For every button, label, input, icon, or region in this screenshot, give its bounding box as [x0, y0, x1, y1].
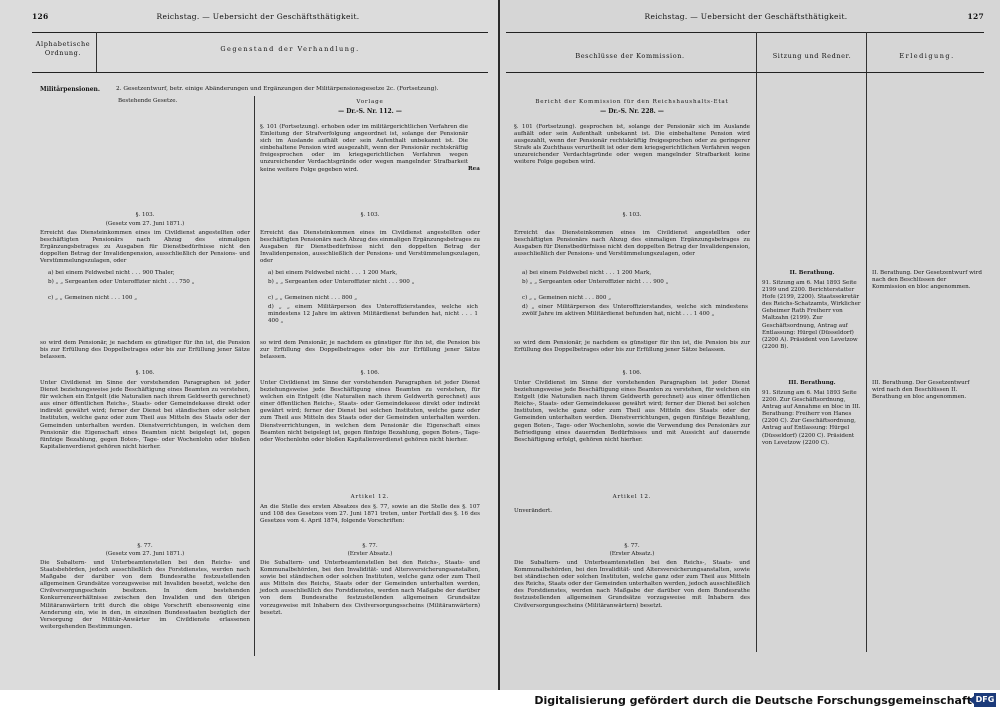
artikel12-text: An die Stelle des ersten Absatzes des §. 77, sowie an die Stelle des §. 107 und 108 des Gesetzes vom 27. Juni 1871 treten, unter Fortfall des §. 16 des Gesetzes vom 4. April 1874, folgende Vorschriften:: [260, 504, 480, 525]
header-rule-bottom: [506, 72, 984, 73]
rea-margin: Rea: [468, 166, 480, 172]
right-drucksache: — Dr.-S. Nr. 228. —: [600, 108, 664, 115]
header-rule: [32, 32, 488, 33]
para106-label-right: §. 106.: [622, 370, 642, 376]
para77-mid: Die Subaltern- und Unterbeamtenstellen bei den Reichs-, Staats- und Kommunalbehörden, bei den Invalidität- und Altersversicherungsanstalten, sowie bei ständischen oder solchen Instituten, welche ganz oder zum Theil aus Mitteln des Reichs, Staats oder der Gemeinden unterhalten werden, jedoch ausschließlich des Forstdienstes, werden nach Maßgabe der darüber von dem Bundesrathe festzustellenden allgemeinen Grundsätze vorzugsweise mit Inhabern des Civilversorgungsscheins (Militäranwärtern) besetzt.: [260, 560, 480, 616]
vorlage-label: Vorlage: [356, 99, 384, 105]
left-running-title: Reichstag. — Uebersicht der Geschäftsthätigkeit.: [156, 12, 360, 21]
session1-title: II. Berathung.: [789, 270, 835, 276]
para77-label-right: §. 77.: [624, 543, 640, 549]
col-commission-header: Beschlüsse der Kommission.: [575, 52, 685, 60]
left-running-head: [32, 12, 484, 21]
col-resolution-header: Erledigung.: [899, 52, 955, 60]
para103-right: Erreicht das Diensteinkommen eines im Civildienst angestellten oder beschäftigten Pensionärs nach Abzug des einmaligen Ergänzungsbetrages zu Ausgaben für Dienstbedürfnisse nicht den doppelten Betrag der Invalidenpension, ausschließlich der Pensions- und Verstümmelungszulagen, oder: [514, 230, 750, 258]
para103-mid: Erreicht das Diensteinkommen eines im Civildienst angestellten oder beschäftigten Pensionärs nach Abzug des einmaligen Ergänzungsbetrages zu Ausgaben für Dienstbedürfnisse nicht den doppelten Betrag der Invalidenpension, ausschließlich der Pensions- und Verstümmelungszulagen, oder: [260, 230, 480, 265]
para103-right-end: so wird dem Pensionär, je nachdem es günstiger für ihn ist, die Pension bis zur Erfüllung des Doppelbetrages oder bis zur Erfüllung jener Sätze belassen.: [514, 340, 750, 354]
list-a-left: a) bei einem Feldwebel nicht . . . 900 Thaler,: [48, 270, 175, 276]
side-entry: Militärpensionen.: [40, 86, 100, 93]
dfg-logo-icon: DFG: [974, 693, 996, 707]
right-divider-2: [866, 32, 867, 652]
footer-credit: Digitalisierung gefördert durch die Deutsche Forschungsgemeinschaft: [534, 694, 972, 707]
left-page-number: 126: [32, 12, 49, 21]
right-page: [500, 0, 1000, 690]
right-running-head: [508, 12, 984, 21]
left-mid-divider: [254, 96, 255, 656]
para77-label-mid: §. 77.: [362, 543, 378, 549]
para103-label-right: §. 103.: [622, 212, 642, 218]
list-a-mid: a) bei einem Feldwebel nicht . . . 1 200 Mark,: [268, 270, 398, 276]
right-divider-1: [756, 32, 757, 652]
para106-right: Unter Civildienst im Sinne der vorstehenden Paragraphen ist jeder Dienst beziehungsweise jede Beschäftigung eines Beamten zu verstehen, für welchen ein Entgelt (die Naturalien nach ihrem Geldwerth gerechnet) aus einer öffentlichen Reichs-, Staats- oder Gemeindekasse gewährt wird; ferner der Dienst bei solchen Instituten, welche ganz oder zum Theil aus Mitteln des Staats oder der Gemeinden unterhalten werden. Dienstverrichtungen, gegen fünfzige Bezahlung, gegen Boten-, Tage- oder Wochenlohn, sowie die Verwendung des Pensionärs zur Befriedigung eines dauernden Bedürfnisses und mit Aussicht auf dauernde Beschäftigung erfolgt, gehören nicht hierher.: [514, 380, 750, 443]
list-a-right: a) bei einem Feldwebel nicht . . . 1 200 Mark,: [522, 270, 652, 276]
artikel12-left: Artikel 12.: [350, 494, 390, 500]
left-page: [0, 0, 500, 690]
para77-right: Die Subaltern- und Unterbeamtenstellen bei den Reichs-, Staats- und Kommunalbehörden, bei den Invalidität- und Altersversicherungsanstalten, sowie bei ständischen oder solchen Instituten, welche ganz oder zum Theil aus Mitteln des Reichs, Staats oder der Gemeinden unterhalten werden, jedoch ausschließlich des Forstdienstes, werden nach Maßgabe der darüber von dem Bundesrathe festzustellenden allgemeinen Grundsätze vorzugsweise mit Inhabern des Civilversorgungsscheins (Militäranwärtern) besetzt.: [514, 560, 750, 609]
item-heading: 2. Gesetzentwurf, betr. einige Abänderungen und Ergänzungen der Militärpensionsgesetze 2c. (Fortsetzung).: [116, 86, 439, 92]
artikel12-right: Artikel 12.: [612, 494, 652, 500]
col-alpha-header: Alphabetische Ordnung.: [35, 40, 91, 57]
list-d-mid: d) „ „ einem Militärperson des Unteroffizierstandes, welche sich mindestens 12 Jahre im aktiven Militärdienst befunden hat, nicht . . . 1 400 „: [268, 304, 478, 325]
existing-laws-label: Bestehende Gesetze.: [118, 98, 178, 104]
para77-left: Die Subaltern- und Unterbeamtenstellen bei den Reichs- und Staatsbehörden, jedoch ausschließlich des Forstdienstes, werden nach Maßgabe der darüber von dem Bundesrathe festzustellenden allgemeinen Grundsätze vorzugsweise mit Invaliden besetzt, welche den Civilversorgungsschein besitzen. In dem bestehenden Konkurrenzverhältnisse zwischen den Invaliden und den übrigen Militäranwärtern tritt durch die obige Vorschrift ebensowenig eine Aenderung ein, wie in den, in einzelnen Bundesstaaten bezüglich der Versorgung der Militär-Anwärter im Civildienste erlassenen weitergehenden Bestimmungen.: [40, 560, 250, 630]
session1-text: 91. Sitzung am 6. Mai 1893 Seite 2199 und 2200. Berichterstatter Hofe (2199, 2200). Staatssekretär des Reichs-Schatzamts, Wirklicher Geheimer Rath Freiherr von Maltzahn (2199). Zur Geschäftsordnung, Antrag auf Entlassung: Hürgel (Düsseldorf) (2200 A). Präsident von Levetzow (2200 B).: [762, 280, 861, 350]
list-d-right: d) „ einer Militärperson des Unteroffizierstandes, welche sich mindestens zwölf Jahre im aktiven Militärdienst befunden hat, nicht . . . 1 400 „: [522, 304, 748, 318]
list-c-left: c) „ „ Gemeinen nicht . . . 100 „: [48, 295, 138, 301]
para103-left: Erreicht das Diensteinkommen eines im Civildienst angestellten oder beschäftigten Pensionärs nach Abzug des einmaligen Ergänzungsbetrages zu Ausgaben für Dienstbedürfnisse nicht den doppelten Betrag der Invalidenpension, ausschließlich der Pensions- und Verstümmelungszulagen, oder: [40, 230, 250, 265]
erster-absatz-right: (Erster Absatz.): [609, 551, 655, 557]
header-rule-bottom: [32, 72, 488, 73]
right-running-title: Reichstag. — Uebersicht der Geschäftsthätigkeit.: [644, 12, 848, 21]
para77-label-left: §. 77.: [137, 543, 153, 549]
list-b-right: b) „ „ Sergeanten oder Unteroffizier nicht . . . 900 „: [522, 279, 669, 285]
para103-mid-end: so wird dem Pensionär, je nachdem es günstiger für ihn ist, die Pension bis zur Erfüllung des Doppelbetrages oder bis zur Erfüllung jener Sätze belassen.: [260, 340, 480, 361]
resolution1: II. Berathung. Der Gesetzentwurf wird nach den Beschlüssen der Kommission en bloc angenommen.: [872, 270, 982, 291]
para106-label-left: §. 106.: [135, 370, 155, 376]
footer-bar: [0, 690, 1000, 711]
para101-commission: §. 101 (Fortsetzung). gesprochen ist, solange der Pensionär sich im Auslande aufhält oder sein Aufenthalt unbekannt ist. Die einbehaltene Pension wird ausgezahlt, wenn der Pensionär rechtskräftig freigesprochen oder zu geringerer Strafe als Zuchthaus verurtheilt ist oder dem kriegsgerichtlichen Verfahren wegen unzureichender Verdachtsgründe oder wegen mangelnder Strafbarkeit keine weitere Folge gegeben wird.: [514, 124, 750, 166]
law-1871-label: (Gesetz vom 27. Juni 1871.): [105, 221, 185, 227]
list-c-mid: c) „ „ Gemeinen nicht . . . 800 „: [268, 295, 358, 301]
right-page-number: 127: [967, 12, 984, 21]
para103-left-end: so wird dem Pensionär, je nachdem es günstiger für ihn ist, die Pension bis zur Erfüllung des Doppelbetrages oder bis zur Erfüllung jener Sätze belassen.: [40, 340, 250, 361]
list-b-left: b) „ „ Sergeanten oder Unteroffizier nicht . . . 750 „: [48, 279, 195, 285]
para106-label-mid: §. 106.: [360, 370, 380, 376]
col-divider: [96, 32, 97, 72]
session2-text: 91. Sitzung am 6. Mai 1893 Seite 2200. Zur Geschäftsordnung, Antrag auf Annahme en bloc in III. Berathung: Freiherr von Hanes (2200 C). Zur Geschäftsordnung, Antrag auf Entlassung: Hürgel (Düsseldorf) (2200 C). Präsident von Levetzow (2200 C).: [762, 390, 861, 446]
unveraendert: Unverändert.: [514, 508, 552, 514]
col-session-header: Sitzung und Redner.: [772, 52, 852, 60]
para101-vorlage: §. 101 (Fortsetzung). erhoben oder im militärgerichtlichen Verfahren die Einleitung der Strafverfolgung angeordnet ist, solange der Pensionär sich im Auslande aufhält oder sein Aufenthalt unbekannt ist. Die einbehaltene Pension wird ausgezahlt, wenn der Pensionär rechtskräftig freigesprochen oder im kriegsgerichtlichen Verfahren wegen unzureichender Verdachtsgründe oder wegen mangelnder Strafbarkeit keine weitere Folge gegeben wird.: [260, 124, 468, 173]
law-1874-label: (Gesetz vom 27. Juni 1871.): [105, 551, 185, 557]
para106-mid: Unter Civildienst im Sinne der vorstehenden Paragraphen ist jeder Dienst beziehungsweise jede Beschäftigung eines Beamten zu verstehen, für welchen ein Entgelt (die Naturalien nach ihrem Geldwerth gerechnet) aus einer öffentlichen Reichs-, Staats- oder Gemeindekasse direkt oder indirekt gewährt wird; ferner der Dienst bei solchen Instituten, welche ganz oder zum Theil aus Mitteln des Staats oder der Gemeinden unterhalten werden. Dienstverrichtungen, in welchen dem Pensionär die Eigenschaft eines Beamten nicht beigelegt ist, gegen fünfzige Bezahlung, gegen Boten-, Tage- oder Wochenlohn oder bloßen Kapitalienverdienst gehören nicht hierher.: [260, 380, 480, 443]
list-b-mid: b) „ „ Sergeanten oder Unteroffizier nicht . . . 900 „: [268, 279, 415, 285]
para103-label-mid: §. 103.: [360, 212, 380, 218]
para106-left: Unter Civildienst im Sinne der vorstehenden Paragraphen ist jeder Dienst beziehungsweise jede Beschäftigung eines Beamten zu verstehen, für welchen ein Entgelt (die Naturalien nach ihrem Geldwerth gerechnet) aus einer öffentlichen Reichs-, Staats- oder Gemeindekasse direkt oder indirekt gewährt wird; ferner der Dienst bei ständischen oder solchen Instituten, welche ganz oder zum Theil aus Mitteln des Staats oder der Gemeinden unterhalten werden. Dienstverrichtungen, in welchen dem Pensionär die Eigenschaft eines Beamten nicht beigelegt ist, gegen fünfzige Bezahlung, gegen Boten-, Tage- oder Wochenlohn oder bloßen Kapitalienverdienst gehören nicht hierher.: [40, 380, 250, 450]
left-drucksache: — Dr.-S. Nr. 112. —: [338, 108, 402, 115]
session2-title: III. Berathung.: [788, 380, 836, 386]
header-rule: [506, 32, 984, 33]
erster-absatz-left: (Erster Absatz.): [347, 551, 393, 557]
col-subject-header: Gegenstand der Verhandlung.: [220, 45, 360, 53]
list-c-right: c) „ „ Gemeinen nicht . . . 800 „: [522, 295, 612, 301]
resolution2: III. Berathung. Der Gesetzentwurf wird nach den Beschlüssen II. Berathung en bloc angenommen.: [872, 380, 970, 401]
para103-label-left: §. 103.: [135, 212, 155, 218]
report-heading: Bericht der Kommission für den Reichshaushalts-Etat: [535, 99, 729, 105]
